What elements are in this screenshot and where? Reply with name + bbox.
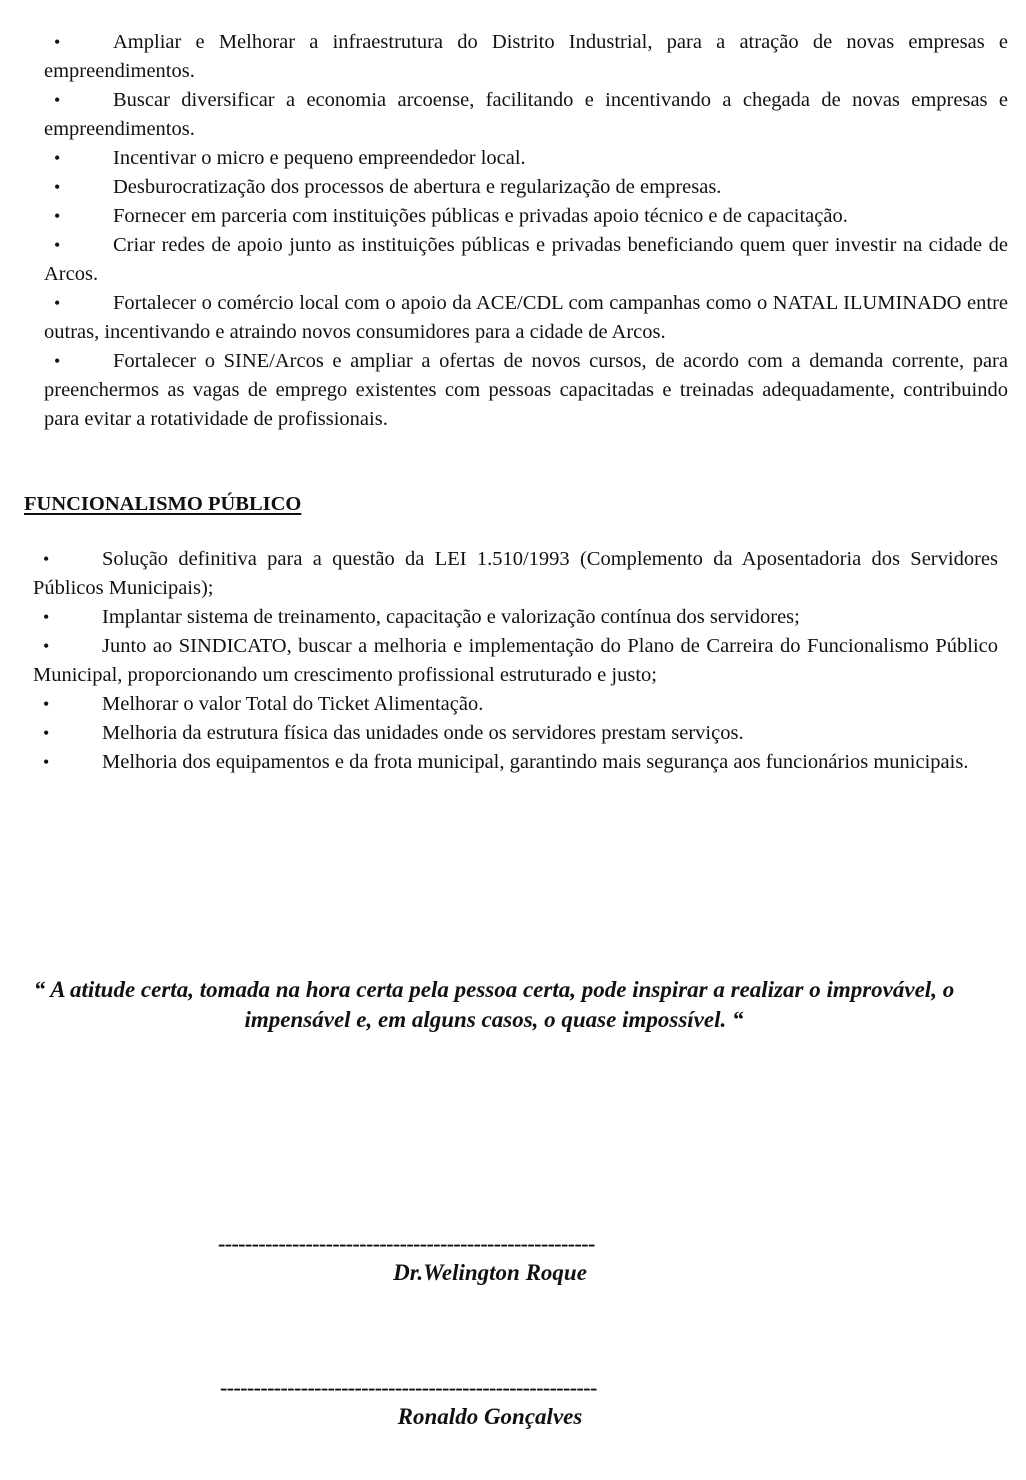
- list-item-text: Melhoria da estrutura física das unidades onde os servidores prestam serviços.: [102, 722, 744, 744]
- list-item: [44, 173, 1008, 202]
- list-item-text: Desburocratização dos processos de abertura e regularização de empresas.: [113, 176, 722, 198]
- list-item-text: Melhorar o valor Total do Ticket Alimentação.: [102, 693, 484, 715]
- signature-name: Ronaldo Gonçalves: [397, 1404, 583, 1429]
- bullet-icon: •: [54, 148, 61, 168]
- signature-line: --------------------------------------------------------: [220, 1376, 597, 1400]
- list-item-text: Criar redes de apoio junto as instituições públicas e privadas beneficiando quem quer investir na cidade de Arcos.: [44, 234, 1008, 285]
- bullet-icon: •: [54, 177, 61, 197]
- list-item-text: Melhoria dos equipamentos e da frota municipal, garantindo mais segurança aos funcionários municipais.: [102, 751, 969, 773]
- bullet-icon: •: [43, 723, 50, 743]
- list-item: [44, 28, 1008, 86]
- bullet-icon: •: [43, 694, 50, 714]
- list-item: [44, 144, 1008, 173]
- bullet-icon: •: [43, 607, 50, 627]
- list-item-text: Incentivar o micro e pequeno empreendedor local.: [113, 147, 526, 169]
- list-item-text: Fortalecer o comércio local com o apoio da ACE/CDL com campanhas como o NATAL ILUMINADO entre outras, incentivando e atraindo novos consumidores para a cidade de Arcos.: [44, 292, 1008, 343]
- list-item: [44, 86, 1008, 144]
- list-item: [33, 603, 998, 632]
- bullet-icon: •: [43, 636, 50, 656]
- economy-bullet-list: [44, 28, 1008, 434]
- bullet-icon: •: [43, 752, 50, 772]
- bullet-icon: •: [54, 206, 61, 226]
- bullet-icon: •: [54, 32, 61, 52]
- list-item: [33, 719, 998, 748]
- list-item: [33, 632, 998, 690]
- list-item: [44, 202, 1008, 231]
- list-item-text: Ampliar e Melhorar a infraestrutura do Distrito Industrial, para a atração de novas empresas e empreendimentos.: [44, 31, 1008, 82]
- signature-line: --------------------------------------------------------: [218, 1232, 595, 1256]
- list-item-text: Junto ao SINDICATO, buscar a melhoria e implementação do Plano de Carreira do Funcionalismo Público Municipal, proporcionando um crescimento profissional estruturado e justo;: [33, 635, 998, 686]
- list-item-text: Implantar sistema de treinamento, capacitação e valorização contínua dos servidores;: [102, 606, 800, 628]
- list-item-text: Solução definitiva para a questão da LEI 1.510/1993 (Complemento da Aposentadoria dos Servidores Públicos Municipais);: [33, 548, 998, 599]
- bullet-icon: •: [54, 351, 61, 371]
- list-item: [33, 690, 998, 719]
- bullet-icon: •: [54, 293, 61, 313]
- list-item: [44, 231, 1008, 289]
- bullet-icon: •: [54, 235, 61, 255]
- list-item: [33, 545, 998, 603]
- list-item: [44, 347, 1008, 434]
- list-item-text: Fornecer em parceria com instituições públicas e privadas apoio técnico e de capacitação.: [113, 205, 848, 227]
- list-item-text: Fortalecer o SINE/Arcos e ampliar a ofertas de novos cursos, de acordo com a demanda corrente, para preenchermos as vagas de emprego existentes com pessoas capacitadas e treinadas adequadamente, contribuindo para evitar a rotatividade de profissionais.: [44, 350, 1008, 430]
- bullet-icon: •: [54, 90, 61, 110]
- closing-quote: “ A atitude certa, tomada na hora certa pela pessoa certa, pode inspirar a realizar o improvável, o impensável e, em alguns casos, o quase impossível. “: [33, 977, 955, 1032]
- public-service-bullet-list: [33, 545, 998, 777]
- list-item-text: Buscar diversificar a economia arcoense, facilitando e incentivando a chegada de novas empresas e empreendimentos.: [44, 89, 1008, 140]
- bullet-icon: •: [43, 549, 50, 569]
- list-item: [44, 289, 1008, 347]
- signature-name: Dr.Welington Roque: [393, 1260, 587, 1285]
- list-item: [33, 748, 998, 777]
- section-title-funcionalismo: FUNCIONALISMO PÚBLICO: [24, 493, 302, 515]
